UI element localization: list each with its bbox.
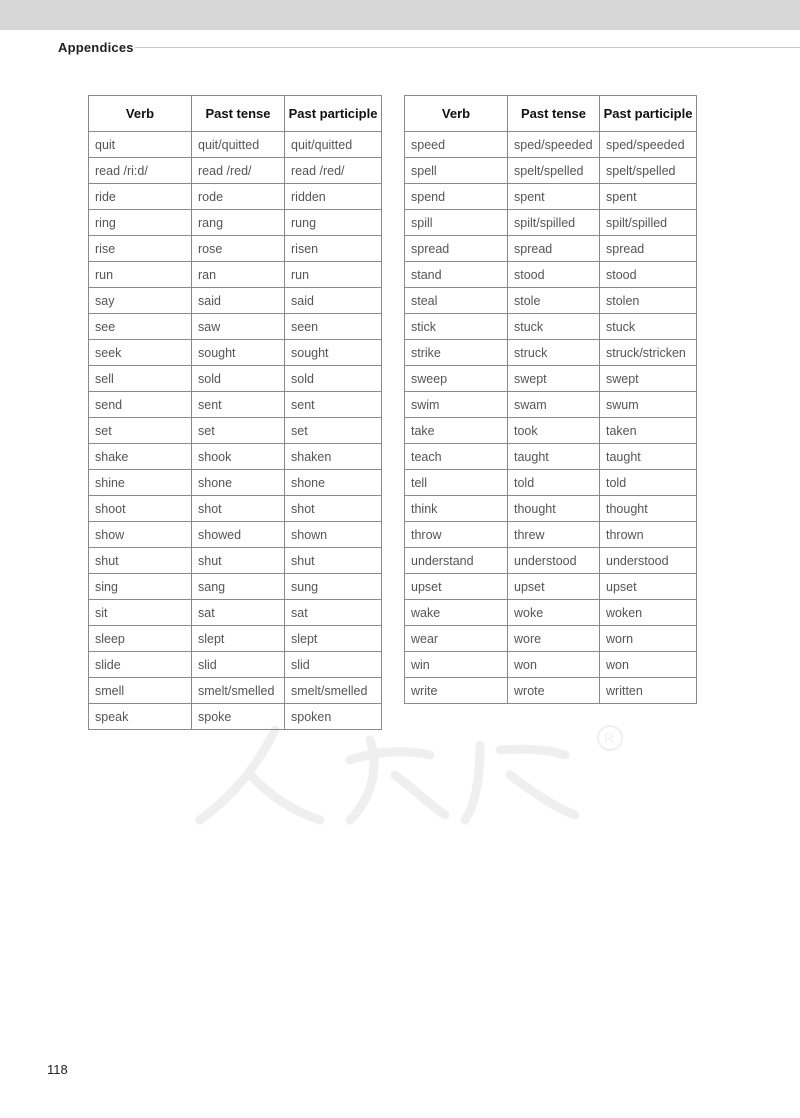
verb-cell: read /ri:d/ bbox=[89, 158, 192, 184]
past-participle-cell: shaken bbox=[285, 444, 382, 470]
past-participle-cell: sent bbox=[285, 392, 382, 418]
table-row bbox=[405, 262, 697, 288]
past-tense-cell: smelt/smelled bbox=[192, 678, 285, 704]
past-participle-cell: swum bbox=[600, 392, 697, 418]
header-divider bbox=[135, 47, 800, 48]
past-participle-cell: worn bbox=[600, 626, 697, 652]
past-tense-cell: showed bbox=[192, 522, 285, 548]
past-participle-cell: ridden bbox=[285, 184, 382, 210]
verb-cell: strike bbox=[405, 340, 508, 366]
past-participle-cell: slept bbox=[285, 626, 382, 652]
verb-cell: upset bbox=[405, 574, 508, 600]
table-row bbox=[405, 652, 697, 678]
table-row bbox=[405, 418, 697, 444]
past-participle-cell: stuck bbox=[600, 314, 697, 340]
table-row bbox=[405, 548, 697, 574]
past-participle-cell: spoken bbox=[285, 704, 382, 730]
verb-cell: swim bbox=[405, 392, 508, 418]
past-participle-cell: taught bbox=[600, 444, 697, 470]
verb-cell: set bbox=[89, 418, 192, 444]
past-tense-cell: woke bbox=[508, 600, 600, 626]
past-tense-cell: sat bbox=[192, 600, 285, 626]
table-row bbox=[89, 132, 382, 158]
past-participle-cell: sat bbox=[285, 600, 382, 626]
past-tense-cell: read /red/ bbox=[192, 158, 285, 184]
past-tense-cell: struck bbox=[508, 340, 600, 366]
past-tense-cell: ran bbox=[192, 262, 285, 288]
past-tense-cell: shook bbox=[192, 444, 285, 470]
table-row bbox=[89, 548, 382, 574]
table-row bbox=[89, 210, 382, 236]
past-participle-cell: thrown bbox=[600, 522, 697, 548]
table-row bbox=[405, 522, 697, 548]
table-row bbox=[89, 392, 382, 418]
past-tense-cell: thought bbox=[508, 496, 600, 522]
past-participle-cell: thought bbox=[600, 496, 697, 522]
past-participle-cell: upset bbox=[600, 574, 697, 600]
verb-cell: win bbox=[405, 652, 508, 678]
past-tense-cell: won bbox=[508, 652, 600, 678]
table-row bbox=[89, 340, 382, 366]
past-participle-cell: set bbox=[285, 418, 382, 444]
table-row bbox=[405, 158, 697, 184]
past-tense-cell: sent bbox=[192, 392, 285, 418]
verb-cell: sleep bbox=[89, 626, 192, 652]
past-tense-cell: wore bbox=[508, 626, 600, 652]
verb-cell: stick bbox=[405, 314, 508, 340]
past-participle-cell: rung bbox=[285, 210, 382, 236]
past-participle-cell: spread bbox=[600, 236, 697, 262]
past-tense-cell: upset bbox=[508, 574, 600, 600]
column-header-past-tense: Past tense bbox=[192, 96, 285, 132]
past-tense-cell: slept bbox=[192, 626, 285, 652]
column-header-verb: Verb bbox=[405, 96, 508, 132]
past-participle-cell: sold bbox=[285, 366, 382, 392]
column-header-past-participle: Past participle bbox=[285, 96, 382, 132]
past-tense-cell: spilt/spilled bbox=[508, 210, 600, 236]
table-row bbox=[89, 522, 382, 548]
past-participle-cell: spent bbox=[600, 184, 697, 210]
table-row bbox=[405, 470, 697, 496]
past-tense-cell: wrote bbox=[508, 678, 600, 704]
table-row bbox=[89, 236, 382, 262]
table-row bbox=[405, 210, 697, 236]
past-tense-cell: quit/quitted bbox=[192, 132, 285, 158]
verb-cell: wear bbox=[405, 626, 508, 652]
table-row bbox=[405, 444, 697, 470]
past-participle-cell: stood bbox=[600, 262, 697, 288]
table-row bbox=[89, 288, 382, 314]
past-participle-cell: told bbox=[600, 470, 697, 496]
verb-cell: teach bbox=[405, 444, 508, 470]
past-participle-cell: shut bbox=[285, 548, 382, 574]
past-participle-cell: sought bbox=[285, 340, 382, 366]
past-participle-cell: spilt/spilled bbox=[600, 210, 697, 236]
past-participle-cell: smelt/smelled bbox=[285, 678, 382, 704]
verb-cell: ring bbox=[89, 210, 192, 236]
table-row bbox=[405, 314, 697, 340]
past-tense-cell: rode bbox=[192, 184, 285, 210]
verb-cell: understand bbox=[405, 548, 508, 574]
table-row bbox=[405, 678, 697, 704]
table-row bbox=[405, 366, 697, 392]
past-tense-cell: taught bbox=[508, 444, 600, 470]
table-row bbox=[89, 444, 382, 470]
page-number: 118 bbox=[47, 1062, 68, 1077]
past-tense-cell: stuck bbox=[508, 314, 600, 340]
verb-cell: take bbox=[405, 418, 508, 444]
verb-cell: ride bbox=[89, 184, 192, 210]
past-participle-cell: sung bbox=[285, 574, 382, 600]
past-participle-cell: spelt/spelled bbox=[600, 158, 697, 184]
verb-cell: shine bbox=[89, 470, 192, 496]
past-tense-cell: stole bbox=[508, 288, 600, 314]
past-participle-cell: said bbox=[285, 288, 382, 314]
past-tense-cell: sang bbox=[192, 574, 285, 600]
table-row bbox=[405, 574, 697, 600]
past-tense-cell: spent bbox=[508, 184, 600, 210]
table-row bbox=[89, 652, 382, 678]
top-band bbox=[0, 0, 800, 30]
verb-cell: shoot bbox=[89, 496, 192, 522]
svg-text:R: R bbox=[604, 730, 615, 746]
table-row bbox=[89, 600, 382, 626]
verb-cell: throw bbox=[405, 522, 508, 548]
past-tense-cell: spoke bbox=[192, 704, 285, 730]
past-tense-cell: shut bbox=[192, 548, 285, 574]
table-header-row bbox=[405, 96, 697, 132]
verb-cell: run bbox=[89, 262, 192, 288]
verb-cell: shake bbox=[89, 444, 192, 470]
table-row bbox=[89, 314, 382, 340]
table-row bbox=[89, 366, 382, 392]
verb-cell: slide bbox=[89, 652, 192, 678]
verb-cell: wake bbox=[405, 600, 508, 626]
past-tense-cell: swept bbox=[508, 366, 600, 392]
past-participle-cell: sped/speeded bbox=[600, 132, 697, 158]
past-tense-cell: swam bbox=[508, 392, 600, 418]
past-participle-cell: read /red/ bbox=[285, 158, 382, 184]
verb-cell: steal bbox=[405, 288, 508, 314]
table-row bbox=[89, 158, 382, 184]
past-participle-cell: won bbox=[600, 652, 697, 678]
past-participle-cell: understood bbox=[600, 548, 697, 574]
verb-cell: quit bbox=[89, 132, 192, 158]
past-tense-cell: rang bbox=[192, 210, 285, 236]
past-tense-cell: told bbox=[508, 470, 600, 496]
table-row bbox=[405, 184, 697, 210]
table-row bbox=[405, 236, 697, 262]
verb-cell: speed bbox=[405, 132, 508, 158]
past-tense-cell: set bbox=[192, 418, 285, 444]
verb-cell: spend bbox=[405, 184, 508, 210]
past-tense-cell: shone bbox=[192, 470, 285, 496]
publisher-logo-watermark-icon bbox=[180, 720, 640, 830]
past-participle-cell: taken bbox=[600, 418, 697, 444]
table-row bbox=[405, 132, 697, 158]
verb-cell: spell bbox=[405, 158, 508, 184]
verb-cell: tell bbox=[405, 470, 508, 496]
past-tense-cell: sped/speeded bbox=[508, 132, 600, 158]
past-participle-cell: written bbox=[600, 678, 697, 704]
verb-cell: write bbox=[405, 678, 508, 704]
verb-cell: spill bbox=[405, 210, 508, 236]
past-participle-cell: risen bbox=[285, 236, 382, 262]
verb-cell: show bbox=[89, 522, 192, 548]
irregular-verbs-table-left bbox=[88, 95, 382, 730]
past-participle-cell: shone bbox=[285, 470, 382, 496]
past-tense-cell: rose bbox=[192, 236, 285, 262]
past-participle-cell: shown bbox=[285, 522, 382, 548]
verb-cell: sit bbox=[89, 600, 192, 626]
table-row bbox=[405, 626, 697, 652]
verb-cell: shut bbox=[89, 548, 192, 574]
past-participle-cell: shot bbox=[285, 496, 382, 522]
verb-cell: think bbox=[405, 496, 508, 522]
column-header-past-participle: Past participle bbox=[600, 96, 697, 132]
table-row bbox=[89, 626, 382, 652]
table-row bbox=[405, 392, 697, 418]
past-tense-cell: stood bbox=[508, 262, 600, 288]
table-row bbox=[405, 340, 697, 366]
table-row bbox=[89, 496, 382, 522]
column-header-past-tense: Past tense bbox=[508, 96, 600, 132]
verb-cell: sweep bbox=[405, 366, 508, 392]
verb-cell: say bbox=[89, 288, 192, 314]
past-participle-cell: seen bbox=[285, 314, 382, 340]
verb-cell: send bbox=[89, 392, 192, 418]
table-row bbox=[405, 288, 697, 314]
past-tense-cell: sought bbox=[192, 340, 285, 366]
verb-cell: speak bbox=[89, 704, 192, 730]
verb-cell: sing bbox=[89, 574, 192, 600]
past-participle-cell: slid bbox=[285, 652, 382, 678]
verb-cell: stand bbox=[405, 262, 508, 288]
past-tense-cell: spelt/spelled bbox=[508, 158, 600, 184]
past-tense-cell: sold bbox=[192, 366, 285, 392]
table-row bbox=[89, 678, 382, 704]
table-row bbox=[405, 496, 697, 522]
past-tense-cell: slid bbox=[192, 652, 285, 678]
past-participle-cell: run bbox=[285, 262, 382, 288]
past-participle-cell: struck/stricken bbox=[600, 340, 697, 366]
verb-cell: smell bbox=[89, 678, 192, 704]
past-participle-cell: woken bbox=[600, 600, 697, 626]
table-row bbox=[89, 470, 382, 496]
table-row bbox=[89, 184, 382, 210]
verb-cell: seek bbox=[89, 340, 192, 366]
past-participle-cell: stolen bbox=[600, 288, 697, 314]
table-row bbox=[89, 418, 382, 444]
irregular-verbs-table-right bbox=[404, 95, 697, 704]
section-title: Appendices bbox=[58, 40, 134, 55]
past-tense-cell: shot bbox=[192, 496, 285, 522]
table-row bbox=[405, 600, 697, 626]
past-tense-cell: saw bbox=[192, 314, 285, 340]
past-participle-cell: quit/quitted bbox=[285, 132, 382, 158]
table-row bbox=[89, 262, 382, 288]
past-tense-cell: said bbox=[192, 288, 285, 314]
past-tense-cell: took bbox=[508, 418, 600, 444]
table-row bbox=[89, 574, 382, 600]
table-header-row bbox=[89, 96, 382, 132]
past-tense-cell: understood bbox=[508, 548, 600, 574]
past-tense-cell: spread bbox=[508, 236, 600, 262]
verb-cell: rise bbox=[89, 236, 192, 262]
verb-cell: sell bbox=[89, 366, 192, 392]
column-header-verb: Verb bbox=[89, 96, 192, 132]
past-tense-cell: threw bbox=[508, 522, 600, 548]
past-participle-cell: swept bbox=[600, 366, 697, 392]
verb-cell: see bbox=[89, 314, 192, 340]
verb-cell: spread bbox=[405, 236, 508, 262]
